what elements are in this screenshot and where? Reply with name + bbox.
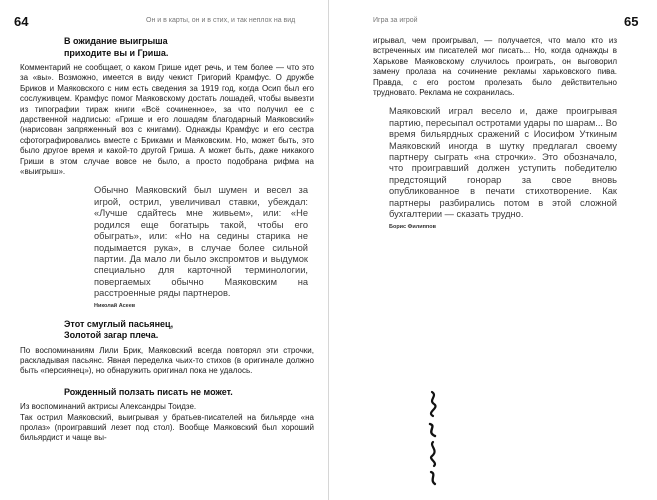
section-heading-3 bbox=[64, 387, 314, 399]
section-heading-2-line-1: Этот смуглый пасьянец, bbox=[64, 318, 174, 329]
running-head-right: Игра за игрой bbox=[373, 17, 418, 24]
section-heading-1-line-1: В ожидание выигрыша bbox=[64, 36, 168, 46]
section-heading-3-line-1: Рожденный ползать писать не может. bbox=[64, 386, 233, 397]
section-heading-2-line-2: Золотой загар плеча. bbox=[64, 330, 159, 341]
section-heading-1-line-2: приходите вы и Гриша. bbox=[64, 47, 169, 58]
left-text-column bbox=[20, 36, 314, 444]
left-page bbox=[0, 0, 328, 500]
section-body-1: Комментарий не сообщает, о каком Грише идет речь, и тем более — что это за «вы». Возможно, имеется в виду чекист Григорий Крамфус. О дружбе Бриков и Маяковского с ним есть сведения за 1919 год, когда Осип был его сослуживцем. Крамфус помог Маяковскому достать лошадей, чтобы вывезти из типографии тираж книги «Всё сочиненное», за что получил ее с дарственной надписью: «Грише и его лошадям благодарный Маяковский» (нарисован запряженный воз с книгами). Однажды Крамфус и его сестра сфотографировались вместе с Бриками и Маяковским. Но, может быть, это было другое время и какой-то другой Гриша. А может быть, даже никакого Гриши в этом случае вовсе не было, а просто подобрана рифма на «выигрыш». bbox=[20, 63, 314, 177]
section-heading-1 bbox=[64, 36, 314, 59]
section-heading-2 bbox=[64, 319, 314, 342]
page-number-right: 65 bbox=[624, 14, 639, 29]
section-body-3-intro: Из воспоминаний актрисы Александры Тоидзе. bbox=[20, 402, 197, 412]
section-body-2: По воспоминаниям Лили Брик, Маяковский всегда повторял эти строчки, раскладывая пасьянс. Явная переделка чьих-то стихов (в оригинале должно быть «персиянец»), но обнаружить оригинал пока не удалось. bbox=[20, 345, 314, 376]
quote-filippov: Маяковский играл весело и, даже проигрывая партию, пересыпал остротами удары по шарам... Во время бильярдных сражений с Иосифом Уткиным Маяковский иногда в шутку предлагал своему партнеру сыграть «на строчки». Это обозначало, что проигравший должен уступить победителю предстоящий гонорар за свое вновь опубликованное в печати стихотворение. Как партнеры разбирались потом в этой сложной бухгалтерии — сказать трудно. bbox=[389, 106, 617, 220]
running-head-left: Он и в карты, он и в стих, и так неплох на вид bbox=[146, 17, 296, 24]
right-page bbox=[329, 0, 657, 500]
handwritten-scribble-icon bbox=[420, 388, 450, 488]
right-text-column bbox=[373, 36, 617, 230]
continued-body: игрывал, чем проигрывал, — получается, что мало кто из встреченных им писателей мог писать... Но, когда однажды в Харькове Маяковскому случилось проиграть, он выговорил замену пролаза на сочинение рекламы харьковского пива. Правда, с его ростом пролезать было действительно трудновато. Реклама не сохранилась. bbox=[373, 36, 617, 98]
quote-asseev: Обычно Маяковский был шумен и весел за игрой, острил, увеличивал ставки, убеждал: «Лучше сдайтесь мне живьем», или: «Не родился еще богатырь такой, чтобы его обыграть», или: «Но на седины старика не подымается рука», в случае более сильной партии. Да мало ли было экспромтов и выдумок специально для карточной терминологии, повергаемых обычно Маяковским на расстроенные ряды партнеров. bbox=[94, 185, 308, 299]
section-body-3: Так острил Маяковский, выигрывая у братьев-писателей на бильярде «на пролаз» (проигравший лезет под стол). Вообще Маяковский был хороший бильярдист и чаще вы- bbox=[20, 412, 314, 443]
quote-author-filippov: Борис Филиппов bbox=[389, 223, 436, 230]
page-number-left: 64 bbox=[14, 14, 29, 29]
quote-author-asseev: Николай Асеев bbox=[94, 302, 136, 309]
